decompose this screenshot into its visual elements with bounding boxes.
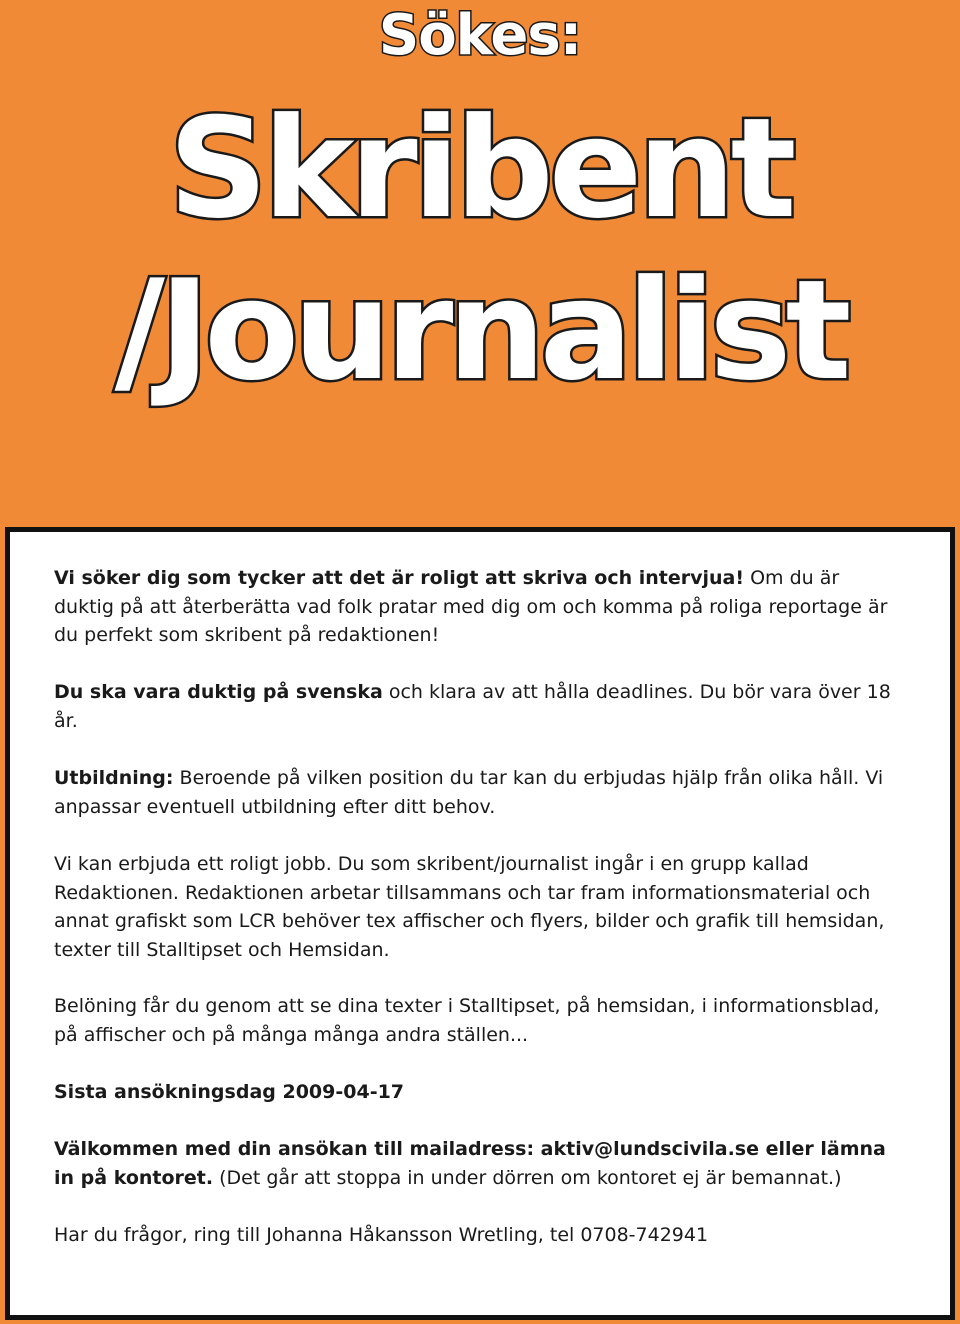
eyebrow-heading: Sökes: bbox=[378, 3, 582, 68]
application-rest: (Det går att stoppa in under dörren om kontoret ej är bemannat.) bbox=[213, 1166, 842, 1189]
requirements-paragraph bbox=[54, 678, 904, 735]
intro-rest: Om du är duktig på att återberätta vad folk pratar med dig om och komma på roliga reportage är du perfekt som skribent på redaktionen! bbox=[54, 567, 888, 646]
education-rest: Beroende på vilken position du tar kan du erbjudas hjälp från olika håll. Vi anpassar eventuell utbildning efter ditt behov. bbox=[54, 767, 884, 818]
headline-banner bbox=[0, 0, 960, 530]
requirements-lead: Du ska vara duktig på svenska bbox=[54, 681, 383, 703]
intro-lead: Vi söker dig som tycker att det är roligt att skriva och intervjua! bbox=[54, 567, 745, 589]
content-card bbox=[5, 527, 955, 1320]
reward-paragraph: Belöning får du genom att se dina texter i Stalltipset, på hemsidan, i informationsblad, på affischer och på många många andra ställen... bbox=[54, 995, 880, 1046]
contact-line: Har du frågor, ring till Johanna Håkansson Wretling, tel 0708-742941 bbox=[54, 1224, 709, 1246]
intro-paragraph bbox=[54, 564, 904, 650]
application-lead: Välkommen med din ansökan till mailadress: aktiv@lundscivila.se eller lämna in på kontoret. bbox=[54, 1138, 886, 1189]
requirements-rest: och klara av att hålla deadlines. Du bör vara över 18 år. bbox=[54, 681, 891, 732]
education-paragraph bbox=[54, 764, 904, 821]
title-line-1: Skribent bbox=[168, 88, 792, 249]
application-paragraph bbox=[54, 1135, 904, 1192]
education-lead: Utbildning: bbox=[54, 767, 174, 789]
offer-paragraph: Vi kan erbjuda ett roligt jobb. Du som skribent/journalist ingår i en grupp kallad Redaktionen. Redaktionen arbetar tillsammans och tar fram informationsmaterial och annat grafiskt som LCR behöver tex affischer och flyers, bilder och grafik till hemsidan, texter till Stalltipset och Hemsidan. bbox=[54, 853, 885, 961]
deadline-line: Sista ansökningsdag 2009-04-17 bbox=[54, 1081, 405, 1103]
title-line-2: /Journalist bbox=[114, 250, 846, 411]
